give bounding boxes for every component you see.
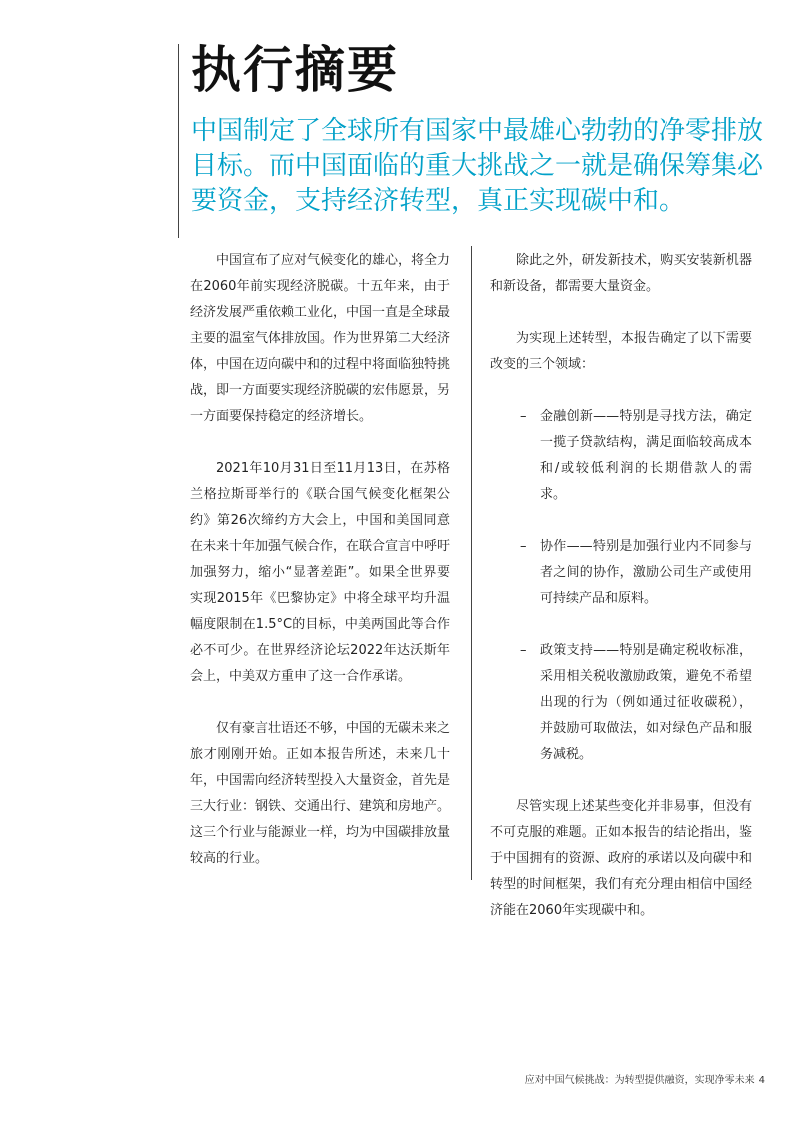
page-title: 执行摘要 — [191, 40, 399, 99]
title-divider-line — [178, 44, 179, 238]
page-footer — [525, 1074, 765, 1088]
bullet-dash: – — [520, 539, 527, 554]
footer-report-title: 应对中国气候挑战：为转型提供融资，实现净零未来 — [524, 1075, 755, 1086]
left-column — [190, 248, 450, 898]
column-divider-line — [471, 246, 472, 880]
bullet-dash: – — [520, 643, 527, 658]
change-areas-list — [490, 404, 752, 768]
list-item — [490, 638, 752, 768]
body-paragraph: 中国宣布了应对气候变化的雄心，将全力在2060年前实现经济脱碳。十五年来，由于经济发展严重依赖工业化，中国一直是全球最主要的温室气体排放国。作为世界第二大经济体，中国在迈向碳中和的过程中将面临独特挑战，即一方面要实现经济脱碳的宏伟愿景，另一方面要保持稳定的经济增长。 — [190, 253, 451, 424]
body-paragraph: 尽管实现上述某些变化并非易事，但没有不可克服的难题。正如本报告的结论指出，鉴于中国拥有的资源、政府的承诺以及向碳中和转型的时间框架，我们有充分理由相信中国经济能在2060年实现碳中和。 — [490, 799, 752, 918]
body-paragraph: 仅有豪言壮语还不够，中国的无碳未来之旅才刚刚开始。正如本报告所述，未来几十年，中国需向经济转型投入大量资金，首先是三大行业：钢铁、交通出行、建筑和房地产。这三个行业与能源业一样，均为中国碳排放量较高的行业。 — [190, 721, 451, 866]
list-item-text: 协作——特别是加强行业内不同参与者之间的协作，激励公司生产或使用可持续产品和原料。 — [540, 539, 752, 606]
body-paragraph: 为实现上述转型，本报告确定了以下需要改变的三个领域： — [490, 331, 752, 372]
list-item-text: 政策支持——特别是确定税收标准，采用相关税收激励政策，避免不希望出现的行为（例如通过征收碳税），并鼓励可取做法，如对绿色产品和服务减税。 — [540, 643, 752, 762]
page-number: 4 — [758, 1075, 765, 1086]
body-paragraph: 2021年10月31日至11月13日，在苏格兰格拉斯哥举行的《联合国气候变化框架公约》第26次缔约方大会上，中国和美国同意在未来十年加强气候合作，在联合宣言中呼吁加强努力，缩小“显著差距”。如果全世界要实现2015年《巴黎协定》中将全球平均升温幅度限制在1.5°C的目标，中美两国此等合作必不可少。在世界经济论坛2022年达沃斯年会上，中美双方重申了这一合作承诺。 — [190, 461, 451, 684]
right-column — [490, 248, 752, 950]
body-paragraph: 除此之外，研发新技术，购买安装新机器和新设备，都需要大量资金。 — [490, 253, 752, 294]
list-item-text: 金融创新——特别是寻找方法，确定一揽子贷款结构，满足面临较高成本和/或较低利润的长期借款人的需求。 — [540, 409, 752, 502]
list-item — [490, 404, 752, 508]
bullet-dash: – — [520, 409, 527, 424]
list-item — [490, 534, 752, 612]
lead-statement: 中国制定了全球所有国家中最雄心勃勃的净零排放目标。而中国面临的重大挑战之一就是确保筹集必要资金，支持经济转型，真正实现碳中和。 — [191, 116, 764, 216]
